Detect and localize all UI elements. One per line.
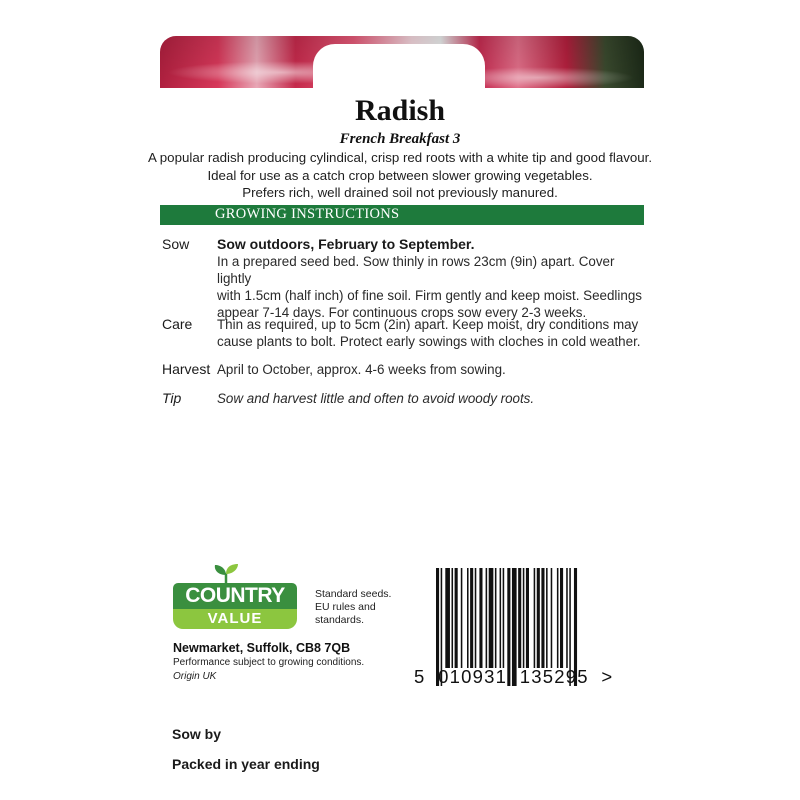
barcode-bar (541, 568, 544, 668)
barcode-bar (557, 568, 559, 668)
care-line: Thin as required, up to 5cm (2in) apart. Keep moist, dry conditions may (217, 317, 639, 332)
barcode-bar (445, 568, 450, 668)
packed-label: Packed in year ending (172, 756, 320, 772)
barcode-bar (489, 568, 494, 668)
barcode-bar (479, 568, 482, 668)
instruction-text (217, 316, 642, 350)
barcode-bar (470, 568, 473, 668)
barcode-bar (486, 568, 488, 668)
harvest-text: April to October, approx. 4-6 weeks from sowing. (217, 362, 506, 377)
barcode-digits: 5 010931 135295 > (414, 666, 614, 687)
instruction-label: Tip (162, 390, 182, 406)
description-line: A popular radish producing cylindical, crisp red roots with a white tip and good flavour. (147, 150, 653, 165)
instruction-label: Sow (162, 236, 190, 252)
barcode-bar (560, 568, 563, 668)
description-line: Ideal for use as a catch crop between slower growing vegetables. (207, 167, 593, 183)
tip-text: Sow and harvest little and often to avoid woody roots. (217, 391, 535, 406)
standards-note (315, 588, 405, 627)
barcode-bar (500, 568, 502, 668)
standards-line: Standard seeds. (315, 588, 392, 600)
address: Newmarket, Suffolk, CB8 7QB (173, 641, 351, 655)
sow-line: with 1.5cm (half inch) of fine soil. Firm gently and keep moist. Seedlings (217, 288, 642, 303)
sow-line: appear 7-14 days. For continuous crops sow every 2-3 weeks. (217, 305, 587, 320)
instruction-label: Care (162, 316, 193, 332)
logo-text-bottom: VALUE (173, 609, 297, 629)
logo-text-top: COUNTRY (173, 583, 297, 609)
barcode-bar (537, 568, 540, 668)
barcode-bar (475, 568, 477, 668)
instruction-label: Harvest (162, 361, 211, 377)
sow-heading: Sow outdoors, February to September. (217, 236, 475, 252)
barcode-bar (452, 568, 454, 668)
barcode-bar (467, 568, 469, 668)
care-line: cause plants to bolt. Protect early sowings with cloches in cold weather. (217, 334, 641, 349)
hang-hole (313, 44, 485, 88)
barcode-bar (461, 568, 463, 668)
performance-note: Performance subject to growing conditions. (173, 657, 365, 668)
sprout-icon (211, 563, 241, 585)
barcode-bar (503, 568, 505, 668)
barcode-bar (534, 568, 536, 668)
barcode-bar (551, 568, 553, 668)
country-value-logo (173, 563, 297, 631)
section-heading: GROWING INSTRUCTIONS (215, 206, 400, 222)
standards-line: standards. (315, 614, 365, 626)
barcode-bar (495, 568, 497, 668)
barcode-bar (546, 568, 548, 668)
growing-instructions-band (160, 205, 644, 225)
barcode-bar (455, 568, 458, 668)
product-description (0, 149, 800, 202)
barcode-bar (523, 568, 525, 668)
standards-line: EU rules and (315, 601, 376, 613)
barcode-bar (518, 568, 521, 668)
origin: Origin UK (173, 671, 217, 682)
sow-by-label: Sow by (172, 726, 222, 742)
product-title: Radish (354, 94, 446, 127)
barcode-bar (526, 568, 529, 668)
instruction-text (217, 236, 642, 321)
description-line: Prefers rich, well drained soil not previously manured. (242, 185, 558, 200)
barcode-bar (566, 568, 568, 668)
sow-line: In a prepared seed bed. Sow thinly in rows 23cm (9in) apart. Cover lightly (217, 254, 615, 286)
variety-name: French Breakfast 3 (339, 131, 461, 147)
